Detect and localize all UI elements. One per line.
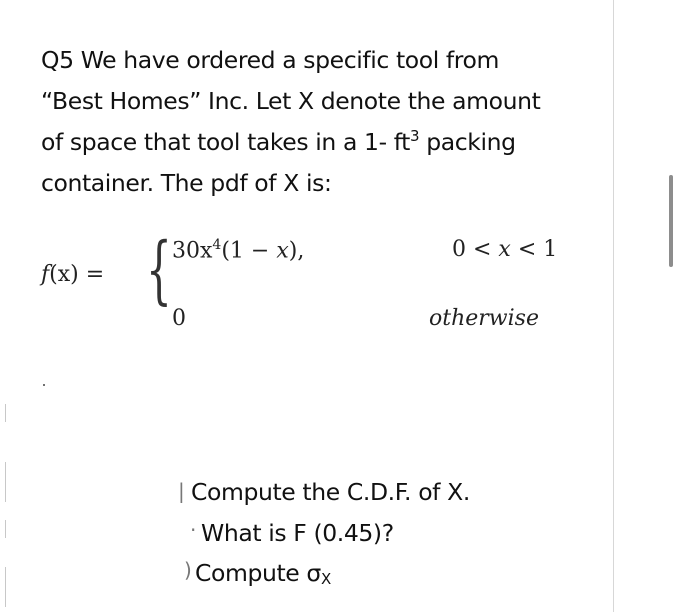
question-line-2: “Best Homes” Inc. Let X denote the amount: [41, 87, 541, 115]
margin-tick: [5, 520, 6, 538]
case1-end: ),: [288, 238, 305, 264]
margin-tick: [5, 567, 6, 607]
pdf-case-1: [172, 237, 304, 263]
question-line-1: Q5 We have ordered a specific tool from: [41, 46, 500, 74]
task-std-dev-text: Compute σ: [195, 559, 321, 587]
bullet-marker: |: [178, 479, 185, 503]
pdf-case-2: 0: [172, 306, 186, 331]
question-line-3-text: of space that tool takes in a 1- ft: [41, 128, 410, 156]
margin-tick: [5, 404, 6, 422]
margin-tick: [5, 462, 6, 502]
task-evaluate-f: What is F (0.45)?: [201, 519, 394, 547]
cubic-superscript: 3: [410, 127, 420, 145]
case1-expr: 30x: [172, 238, 213, 264]
case1-power: 4: [212, 237, 222, 253]
scrollbar-thumb[interactable]: [669, 175, 673, 267]
cond1-var: x: [498, 237, 511, 262]
stray-dot: [43, 384, 45, 386]
bullet-marker: ·: [190, 518, 196, 542]
question-line-3-tail: packing: [419, 128, 516, 156]
cond1-left: 0 <: [452, 237, 499, 262]
case1-rest: (1 −: [221, 238, 277, 264]
pdf-condition-2: otherwise: [429, 306, 539, 331]
pdf-lhs: [41, 262, 104, 287]
task-std-dev: [195, 559, 331, 588]
pdf-lhs-f: f: [41, 262, 50, 287]
page-edge-line: [613, 0, 614, 612]
case1-var: x: [276, 238, 289, 264]
bullet-marker: ): [184, 558, 192, 582]
question-line-3: [41, 122, 601, 163]
pdf-lhs-rest: (x) =: [49, 262, 105, 287]
task-cdf: Compute the C.D.F. of X.: [191, 478, 470, 506]
pdf-condition-1: [452, 237, 557, 262]
cond1-right: < 1: [510, 237, 558, 262]
piecewise-brace: {: [146, 227, 172, 313]
sigma-subscript: X: [320, 570, 331, 588]
question-paragraph: [41, 40, 601, 204]
question-line-4: container. The pdf of X is:: [41, 169, 332, 197]
